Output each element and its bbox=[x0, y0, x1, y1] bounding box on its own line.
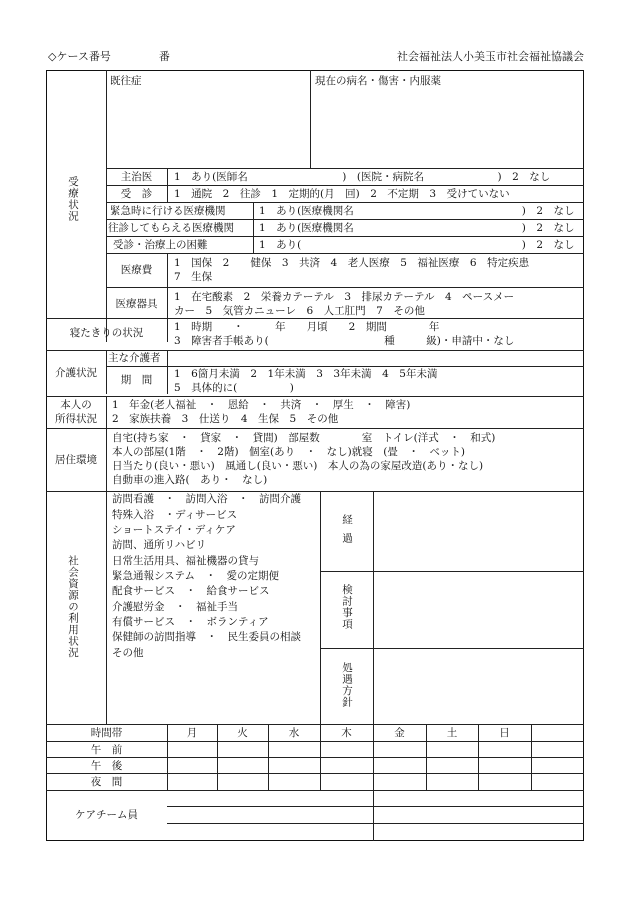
medical-device-label: 医療器具 bbox=[115, 298, 158, 310]
time-slot-header: 時間帯 bbox=[90, 727, 123, 739]
bedridden-line1: 1 時期 ・ 年 月頃 2 期間 年 bbox=[174, 321, 440, 333]
day-header: 金 bbox=[394, 727, 405, 739]
income-line2: 2 家族扶養 3 仕送り 4 生保 5 その他 bbox=[112, 413, 339, 425]
day-header: 土 bbox=[446, 727, 458, 739]
care-label: 介護状況 bbox=[55, 367, 97, 379]
day-header: 火 bbox=[237, 727, 248, 739]
doctor-content: 1 あり(医師名 ) (医院・病院名 ) 2 なし bbox=[174, 171, 551, 183]
doctor-label: 主治医 bbox=[120, 171, 153, 183]
day-header: 水 bbox=[288, 727, 300, 739]
review-label: 検討事項 bbox=[341, 584, 353, 630]
difficulty-content: 1 あり( ) 2 なし bbox=[259, 239, 575, 251]
main-caregiver-label: 主な介護者 bbox=[108, 352, 161, 364]
social-item: 特殊入浴 ・ディサービス bbox=[112, 509, 238, 521]
medical-device-line1: 1 在宅酸素 2 栄養カテーテル 3 排尿カテーテル 4 ペースメー bbox=[174, 291, 515, 303]
housing-line2: 本人の部屋(1階 ・ 2階) 個室(あり ・ なし)就寝 (畳 ・ ベット) bbox=[112, 446, 465, 458]
care-period-label: 期 間 bbox=[120, 374, 153, 386]
social-item: 配食サービス ・ 給食サービス bbox=[112, 585, 270, 597]
social-item: 有償サービス ・ ボランティア bbox=[112, 616, 269, 628]
housing-label: 居住環境 bbox=[55, 454, 97, 466]
income-label-2: 所得状況 bbox=[55, 413, 97, 425]
day-header: 日 bbox=[499, 727, 510, 739]
care-period-line1: 1 6箇月未満 2 1年未満 3 3年未満 4 5年未満 bbox=[174, 368, 438, 380]
progress-label: 経過 bbox=[341, 514, 353, 551]
income-line1: 1 年金(老人福祉 ・ 恩給 ・ 共済 ・ 厚生 ・ 障害) bbox=[112, 399, 411, 411]
medical-device-line2: カー 5 気管カニューレ 6 人工肛門 7 その他 bbox=[174, 305, 425, 317]
care-team-label: ケアチーム員 bbox=[75, 809, 138, 821]
medical-section-label: 受療状況 bbox=[67, 176, 79, 222]
emergency-content: 1 あり(医療機関名 ) 2 なし bbox=[259, 205, 575, 217]
organization-name: 社会福祉法人小美玉市社会福祉協議会 bbox=[397, 50, 584, 63]
visit-content: 1 通院 2 往診 1 定期的(月 回) 2 不定期 3 受けていない bbox=[174, 188, 510, 200]
day-header: 木 bbox=[341, 727, 352, 739]
social-item: 介護慰労金 ・ 福祉手当 bbox=[112, 601, 238, 613]
medical-cost-line1: 1 国保 2 健保 3 共済 4 老人医療 5 福祉医療 6 特定疾患 bbox=[174, 257, 530, 269]
social-item: ショートステイ・ディケア bbox=[112, 524, 236, 536]
schedule-row-label: 午 前 bbox=[90, 744, 123, 756]
bedridden-label: 寝たきりの状況 bbox=[69, 327, 144, 339]
case-number-label: ◇ケース番号 番 bbox=[48, 50, 170, 63]
housing-line3: 日当たり(良い・悪い) 風通し(良い・悪い) 本人の為の家屋改造(あり・なし) bbox=[112, 460, 484, 472]
schedule-row-label: 夜 間 bbox=[90, 776, 123, 788]
social-resources-label: 社会資源の利用状況 bbox=[67, 555, 79, 659]
social-item: その他 bbox=[112, 647, 144, 659]
home-visit-label: 往診してもらえる医療機関 bbox=[108, 222, 234, 234]
care-period-line2: 5 具体的に( ) bbox=[174, 382, 294, 394]
visit-label: 受 診 bbox=[120, 188, 153, 200]
history-label: 既往症 bbox=[110, 75, 142, 87]
income-label-1: 本人の bbox=[60, 399, 92, 411]
emergency-label: 緊急時に行ける医療機関 bbox=[110, 205, 226, 217]
social-item: 緊急通報システム ・ 愛の定期便 bbox=[112, 570, 279, 582]
medical-cost-line2: 7 生保 bbox=[174, 271, 213, 283]
treatment-label: 処遇方針 bbox=[341, 662, 353, 708]
difficulty-label: 受診・治療上の困難 bbox=[113, 239, 208, 251]
day-header: 月 bbox=[186, 727, 198, 739]
current-illness-label: 現在の病名・傷害・内服薬 bbox=[315, 75, 441, 87]
bedridden-line2: 3 障害者手帳あり( 種 級)・申請中・なし bbox=[174, 335, 515, 347]
home-visit-content: 1 あり(医療機関名 ) 2 なし bbox=[259, 222, 575, 234]
medical-cost-label: 医療費 bbox=[120, 264, 153, 276]
housing-line4: 自動車の進入路( あり・ なし) bbox=[112, 474, 268, 486]
social-item: 訪問看護 ・ 訪問入浴 ・ 訪問介護 bbox=[112, 493, 301, 505]
social-item: 日常生活用具、福祉機器の貸与 bbox=[112, 555, 259, 567]
housing-line1: 自宅(持ち家 ・ 貸家 ・ 貸間) 部屋数 室 トイレ(洋式 ・ 和式) bbox=[112, 432, 496, 444]
social-item: 保健師の訪問指導 ・ 民生委員の相談 bbox=[112, 631, 301, 643]
schedule-row-label: 午 後 bbox=[90, 760, 123, 772]
social-item: 訪問、通所リハビリ bbox=[112, 539, 207, 551]
